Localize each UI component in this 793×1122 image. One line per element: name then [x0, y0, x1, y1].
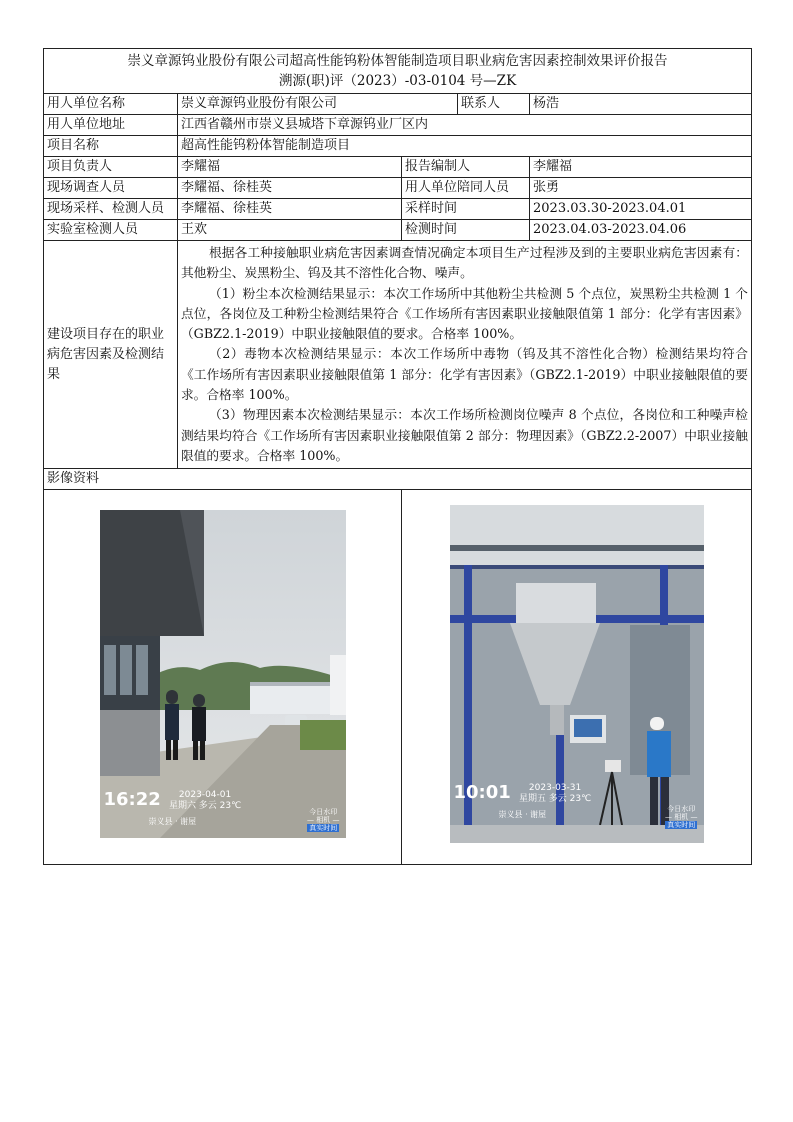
- photo1-watermark: [307, 808, 339, 832]
- photo1-location: 崇义县 · 谢屋: [148, 816, 197, 826]
- photo2-watermark: [665, 805, 697, 829]
- address-label: 用人单位地址: [44, 115, 178, 136]
- sampling-time-label: 采样时间: [402, 199, 530, 220]
- photo1-wm-line1: 今日水印: [309, 807, 338, 816]
- results-intro: 根据各工种接触职业病危害因素调查情况确定本项目生产过程涉及到的主要职业病危害因素有：其他粉尘、炭黑粉尘、钨及其不溶性化合物、噪声。: [181, 245, 748, 281]
- accompany-value: 张勇: [530, 178, 752, 199]
- lab-value: 王欢: [178, 220, 402, 241]
- sampling-value: 李耀福、徐桂英: [178, 199, 402, 220]
- photo2-wm-line2: — 相机 —: [665, 812, 698, 821]
- project-value: 超高性能钨粉体智能制造项目: [178, 136, 752, 157]
- photo2-wm-line1: 今日水印: [667, 804, 696, 813]
- survey-label: 现场调查人员: [44, 178, 178, 199]
- compiler-label: 报告编制人: [402, 157, 530, 178]
- photo1-wm-line2: — 相机 —: [307, 815, 340, 824]
- photo2-date: 2023-03-31: [528, 782, 582, 793]
- report-title: [44, 49, 752, 94]
- report-table: [43, 48, 752, 865]
- results-label: 建设项目存在的职业病危害因素及检测结果: [44, 241, 178, 469]
- images-label: 影像资料: [44, 469, 752, 490]
- results-body: [178, 241, 752, 469]
- title-line-2: 溯源(职)评（2023）-03-0104 号—ZK: [278, 73, 517, 89]
- sampling-time-value: 2023.03.30-2023.04.01: [530, 199, 752, 220]
- compiler-value: 李耀福: [530, 157, 752, 178]
- photo1-wm-line3: 真实时间: [309, 823, 338, 832]
- photo1-timestamp: [104, 790, 242, 832]
- survey-value: 李耀福、徐桂英: [178, 178, 402, 199]
- photo1-date: 2023-04-01: [178, 789, 232, 800]
- sampling-label: 现场采样、检测人员: [44, 199, 178, 220]
- contact-label: 联系人: [458, 94, 530, 115]
- photo2-datebox: [519, 783, 591, 805]
- photo2-time: 10:01: [453, 781, 511, 803]
- test-time-value: 2023.04.03-2023.04.06: [530, 220, 752, 241]
- title-line-1: 崇义章源钨业股份有限公司超高性能钨粉体智能制造项目职业病危害因素控制效果评价报告: [127, 53, 668, 69]
- photo-cell-1: [44, 490, 402, 865]
- employer-label: 用人单位名称: [44, 94, 178, 115]
- results-toxic: （2）毒物本次检测结果显示：本次工作场所中毒物（钨及其不溶性化合物）检测结果均符合《工作场所有害因素职业接触限值第 1 部分：化学有害因素》（GBZ2.1-2019）中职业接触限值的要求。合格率 100%。: [181, 346, 748, 403]
- photo1-time: 16:22: [103, 788, 161, 810]
- test-time-label: 检测时间: [402, 220, 530, 241]
- photo2-weather: 星期五 多云 23℃: [518, 793, 592, 804]
- results-physical: （3）物理因素本次检测结果显示：本次工作场所检测岗位噪声 8 个点位，各岗位和工种噪声检测结果均符合《工作场所有害因素职业接触限值第 2 部分：物理因素》（GBZ2.2-2007）中职业接触限值的要求。合格率 100%。: [181, 407, 748, 463]
- address-value: 江西省赣州市崇义县城塔下章源钨业厂区内: [178, 115, 752, 136]
- photo1-datebox: [169, 790, 241, 812]
- results-dust: （1）粉尘本次检测结果显示：本次工作场所中其他粉尘共检测 5 个点位，炭黑粉尘共检测 1 个点位，各岗位及工种粉尘检测结果符合《工作场所有害因素职业接触限值第 1 部分：化学有害因素》（GBZ2.1-2019）中职业接触限值的要求。合格率 100%。: [181, 285, 748, 342]
- photo1-weather: 星期六 多云 23℃: [168, 800, 242, 811]
- contact-value: 杨浩: [530, 94, 752, 115]
- leader-value: 李耀福: [178, 157, 402, 178]
- accompany-label: 用人单位陪同人员: [402, 178, 530, 199]
- photo2-timestamp: [454, 783, 592, 825]
- photo-cell-2: [402, 490, 752, 865]
- lab-label: 实验室检测人员: [44, 220, 178, 241]
- site-photo-outdoor: [100, 510, 346, 838]
- project-label: 项目名称: [44, 136, 178, 157]
- photo2-location: 崇义县 · 谢屋: [498, 809, 547, 819]
- employer-value: 崇义章源钨业股份有限公司: [178, 94, 458, 115]
- site-photo-indoor: [450, 505, 704, 843]
- photo2-wm-line3: 真实时间: [667, 820, 696, 829]
- leader-label: 项目负责人: [44, 157, 178, 178]
- report-sheet: [43, 48, 751, 865]
